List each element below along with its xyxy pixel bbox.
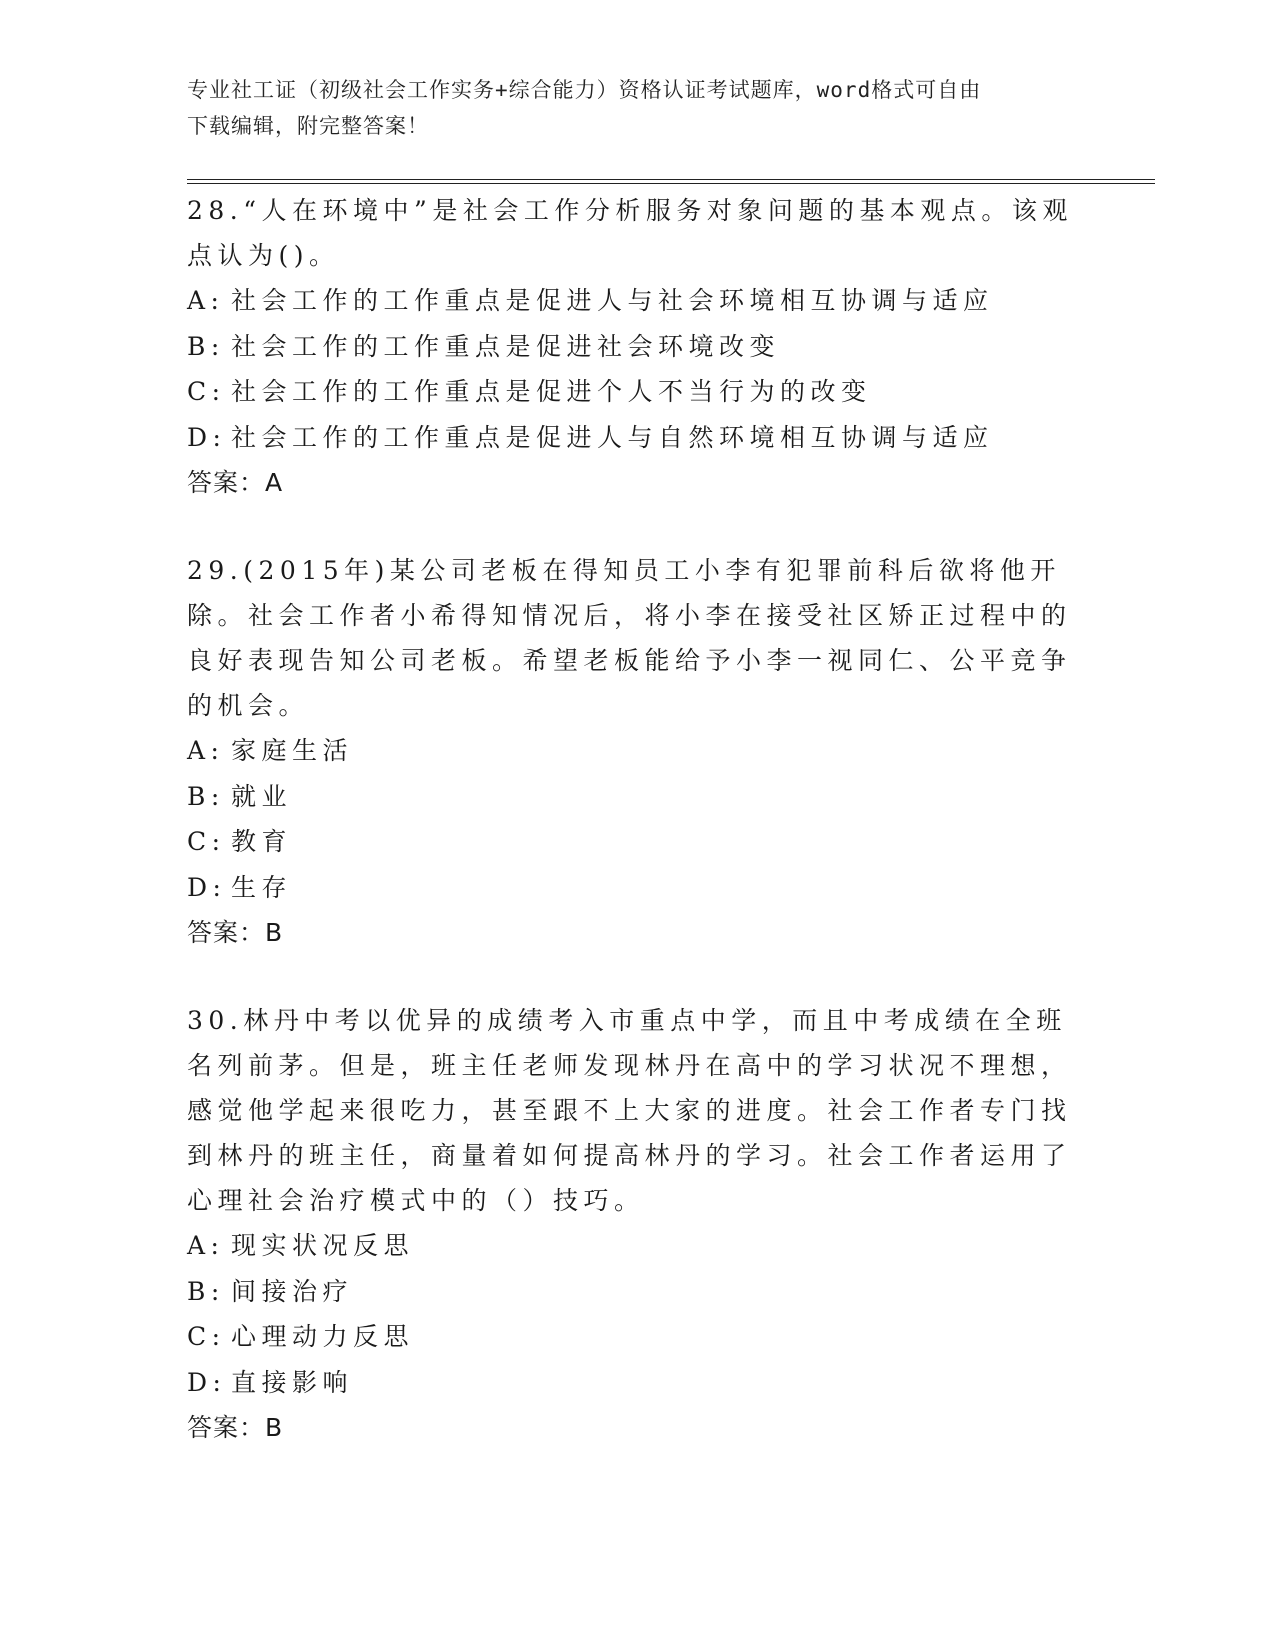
question-stem: 30.林丹中考以优异的成绩考入市重点中学，而且中考成绩在全班名列前茅。但是，班主任老师发现林丹在高中的学习状况不理想，感觉他学起来很吃力，甚至跟不上大家的进度。社会工作者专门找到林丹的班主任，商量着如何提高林丹的学习。社会工作者运用了心理社会治疗模式中的（）技巧。 bbox=[187, 1006, 1072, 1215]
option-c bbox=[187, 819, 1097, 865]
option-text: 心理动力反思 bbox=[231, 1322, 415, 1351]
option-a bbox=[187, 1223, 1097, 1269]
option-d bbox=[187, 415, 1097, 461]
question-28 bbox=[187, 188, 1097, 506]
option-a bbox=[187, 278, 1097, 324]
question-29 bbox=[187, 548, 1097, 956]
option-text: 教育 bbox=[231, 827, 293, 856]
option-d bbox=[187, 1360, 1097, 1406]
header-divider-top bbox=[187, 179, 1155, 180]
option-letter: D: bbox=[187, 872, 227, 902]
option-letter: D: bbox=[187, 1367, 227, 1397]
option-letter: C: bbox=[187, 377, 226, 406]
option-a bbox=[187, 728, 1097, 774]
option-letter: B: bbox=[187, 1276, 225, 1306]
answer-line: 答案：B bbox=[187, 1413, 284, 1442]
option-text: 家庭生活 bbox=[231, 736, 354, 765]
document-header bbox=[187, 72, 1087, 144]
answer-line: 答案：B bbox=[187, 918, 284, 947]
answer-line: 答案：A bbox=[187, 468, 284, 497]
header-line-1: 专业社工证（初级社会工作实务+综合能力）资格认证考试题库，word格式可自由 bbox=[187, 78, 982, 102]
option-letter: A: bbox=[187, 736, 225, 765]
question-list bbox=[187, 188, 1097, 1493]
option-letter: A: bbox=[187, 1231, 225, 1260]
option-text: 就业 bbox=[231, 781, 293, 811]
option-text: 直接影响 bbox=[231, 1367, 354, 1397]
question-30 bbox=[187, 998, 1097, 1451]
header-divider-bottom bbox=[187, 183, 1155, 184]
option-b bbox=[187, 774, 1097, 820]
option-letter: D: bbox=[187, 422, 227, 452]
option-c bbox=[187, 1314, 1097, 1360]
option-text: 间接治疗 bbox=[231, 1276, 354, 1306]
option-text: 社会工作的工作重点是促进社会环境改变 bbox=[231, 331, 781, 361]
option-letter: B: bbox=[187, 781, 225, 811]
header-line-2: 下载编辑，附完整答案！ bbox=[187, 114, 429, 138]
option-letter: A: bbox=[187, 286, 225, 315]
question-stem: 29.(2015年)某公司老板在得知员工小李有犯罪前科后欲将他开除。社会工作者小希得知情况后，将小李在接受社区矫正过程中的良好表现告知公司老板。希望老板能给予小李一视同仁、公平竞争的机会。 bbox=[187, 556, 1072, 720]
option-d bbox=[187, 865, 1097, 911]
option-letter: B: bbox=[187, 331, 225, 361]
option-b bbox=[187, 324, 1097, 370]
option-text: 现实状况反思 bbox=[231, 1231, 415, 1260]
option-b bbox=[187, 1269, 1097, 1315]
option-text: 生存 bbox=[231, 872, 293, 902]
option-text: 社会工作的工作重点是促进人与自然环境相互协调与适应 bbox=[231, 422, 994, 452]
option-letter: C: bbox=[187, 1322, 226, 1351]
option-text: 社会工作的工作重点是促进人与社会环境相互协调与适应 bbox=[231, 286, 994, 315]
option-letter: C: bbox=[187, 827, 226, 856]
question-stem: 28.“人在环境中”是社会工作分析服务对象问题的基本观点。该观点认为()。 bbox=[187, 196, 1073, 270]
option-c bbox=[187, 369, 1097, 415]
option-text: 社会工作的工作重点是促进个人不当行为的改变 bbox=[231, 377, 872, 406]
